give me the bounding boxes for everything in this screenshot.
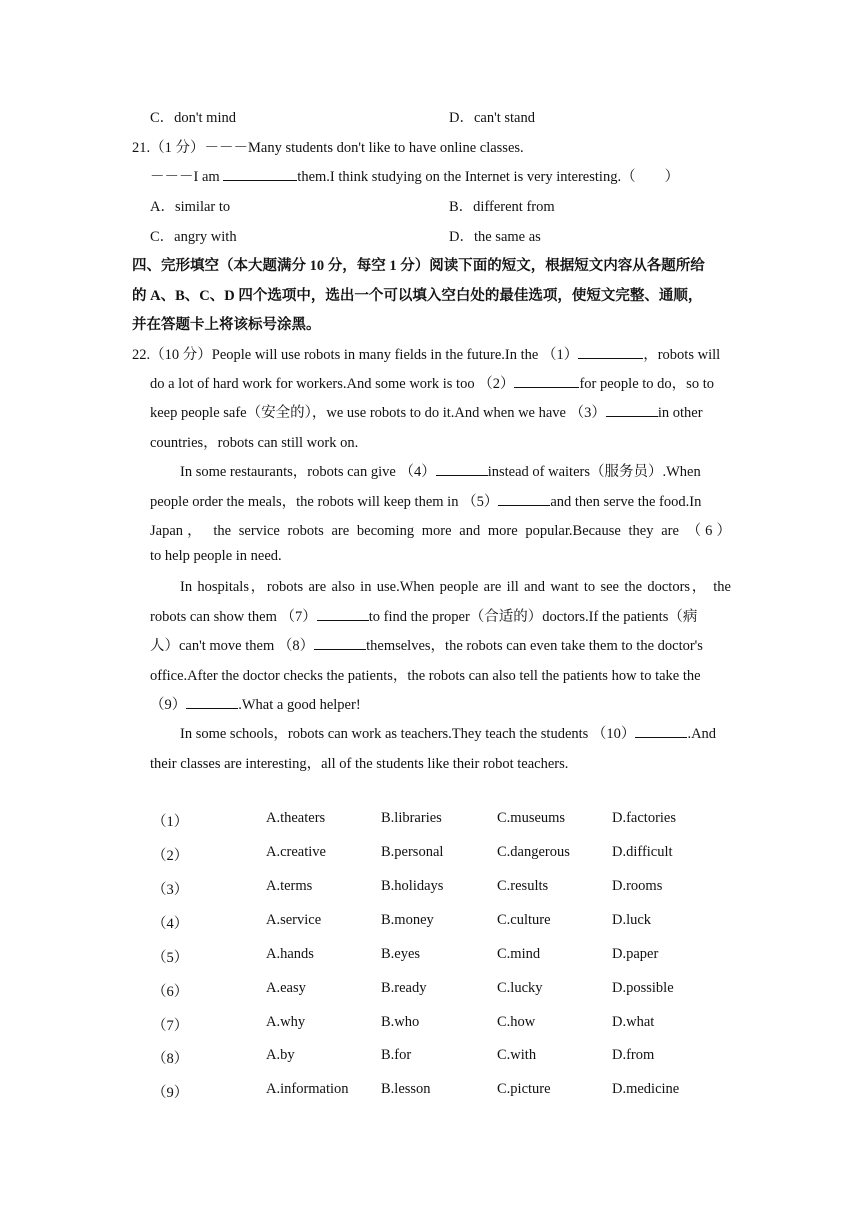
option-a: A.theaters: [266, 810, 326, 826]
q22-p1-line2: [150, 372, 714, 393]
q22-text: instead of waiters（服务员）.When: [487, 464, 701, 480]
section4-heading-line3: 并在答题卡上将该标号涂黑。: [132, 317, 321, 333]
row-number: （8）: [152, 1051, 189, 1067]
q21-question: 21.（1 分）－－－Many students don't like to have online classes.: [132, 140, 524, 156]
option-b: B.lesson: [381, 1081, 431, 1097]
option-a: A.by: [266, 1047, 295, 1063]
q21-option-c: C．angry with: [150, 229, 237, 245]
options-table-row: [150, 1047, 750, 1067]
q22-text: ，robots will: [643, 347, 721, 363]
option-b: B.holidays: [381, 878, 444, 894]
option-d: D.rooms: [612, 878, 663, 894]
option-b: B.ready: [381, 980, 427, 996]
q21-option-a: A．similar to: [150, 199, 231, 215]
q20-option-d: D．can't stand: [449, 110, 535, 126]
q22-p2-line3: Japan， the service robots are becoming more and more popular.Because they are （6）: [150, 523, 731, 539]
option-d: D.what: [612, 1014, 655, 1030]
q22-text: 22.（10 分）People will use robots in many fields in the future.In the （1）: [132, 347, 579, 363]
blank-3: [606, 402, 658, 417]
options-table-row: [150, 878, 750, 898]
blank-2: [514, 373, 579, 388]
blank-8: [314, 635, 366, 650]
q22-text: in other: [657, 405, 703, 421]
options-table-row: [150, 1014, 750, 1034]
blank-5: [498, 491, 550, 506]
option-b: B.personal: [381, 844, 444, 860]
option-a: A.service: [266, 912, 322, 928]
option-c: C.lucky: [497, 980, 543, 996]
q22-text: .And: [687, 726, 717, 742]
q22-text: for people to do，so to: [579, 376, 714, 392]
q22-text: robots can show them （7）: [150, 609, 317, 625]
row-number: （5）: [152, 950, 189, 966]
option-b: B.for: [381, 1047, 412, 1063]
row-number: （6）: [152, 984, 189, 1000]
option-b: B.money: [381, 912, 434, 928]
options-table-row: [150, 1081, 750, 1101]
row-number: （1）: [152, 814, 189, 830]
q22-p4-line1: [180, 722, 716, 743]
q22-p1-line3: [150, 401, 703, 422]
q21-reply-part2: them.I think studying on the Internet is very interesting.（ ）: [297, 169, 680, 185]
option-b: B.libraries: [381, 810, 442, 826]
q22-p3-line1: In hospitals，robots are also in use.When people are ill and want to see the doctors， the: [180, 579, 731, 595]
blank-9: [186, 694, 238, 709]
q22-text: .What a good helper!: [238, 697, 361, 713]
option-d: D.medicine: [612, 1081, 680, 1097]
options-table-row: [150, 810, 750, 830]
option-c: C.how: [497, 1014, 536, 1030]
row-number: （4）: [152, 916, 189, 932]
option-a: A.hands: [266, 946, 314, 962]
option-d: D.from: [612, 1047, 655, 1063]
option-c: C.mind: [497, 946, 541, 962]
q22-text: and then serve the food.In: [550, 494, 702, 510]
section4-heading-line2: 的 A、B、C、D 四个选项中，选出一个可以填入空白处的最佳选项，使短文完整、通顺，: [132, 288, 703, 304]
q21-blank: [223, 166, 297, 181]
blank-1: [578, 344, 643, 359]
option-b: B.who: [381, 1014, 420, 1030]
row-number: （9）: [152, 1085, 189, 1101]
option-d: D.factories: [612, 810, 677, 826]
q22-p3-line2: [150, 605, 697, 626]
q22-p3-line5: [150, 693, 361, 714]
q22-p1-line1: [132, 343, 720, 364]
q22-text: （9）: [150, 697, 187, 713]
option-c: C.dangerous: [497, 844, 570, 860]
option-c: C.picture: [497, 1081, 551, 1097]
option-a: A.terms: [266, 878, 313, 894]
blank-4: [436, 461, 488, 476]
row-number: （3）: [152, 882, 189, 898]
options-table-row: [150, 844, 750, 864]
q22-text: do a lot of hard work for workers.And some work is too （2）: [150, 376, 515, 392]
q22-p3-line4: office.After the doctor checks the patients，the robots can also tell the patients how to take the: [150, 668, 701, 684]
option-c: C.culture: [497, 912, 551, 928]
option-a: A.easy: [266, 980, 306, 996]
option-a: A.why: [266, 1014, 306, 1030]
option-c: C.with: [497, 1047, 537, 1063]
option-c: C.results: [497, 878, 549, 894]
options-table-row: [150, 912, 750, 932]
blank-7: [317, 606, 369, 621]
option-a: A.creative: [266, 844, 326, 860]
option-a: A.information: [266, 1081, 349, 1097]
option-c: C.museums: [497, 810, 566, 826]
q22-p1-line4: countries，robots can still work on.: [150, 435, 359, 451]
section4-heading-line1: 四、完形填空（本大题满分 10 分，每空 1 分）阅读下面的短文，根据短文内容从各题所给: [132, 258, 705, 274]
q22-p2-line1: [180, 460, 701, 481]
q22-text: 人）can't move them （8）: [150, 638, 315, 654]
q21-option-d: D．the same as: [449, 229, 541, 245]
blank-10: [635, 723, 687, 738]
q22-p4-line2: their classes are interesting，all of the students like their robot teachers.: [150, 756, 569, 772]
q21-reply-part1: －－－I am: [150, 169, 224, 185]
q22-text: keep people safe（安全的），we use robots to do it.And when we have （3）: [150, 405, 606, 421]
q22-p2-line2: [150, 490, 701, 511]
row-number: （7）: [152, 1018, 189, 1034]
option-d: D.possible: [612, 980, 674, 996]
option-d: D.difficult: [612, 844, 673, 860]
q21-option-b: B．different from: [449, 199, 555, 215]
option-b: B.eyes: [381, 946, 421, 962]
q21-reply: [150, 165, 679, 186]
options-table-row: [150, 946, 750, 966]
q22-text: people order the meals，the robots will keep them in （5）: [150, 494, 499, 510]
row-number: （2）: [152, 848, 189, 864]
option-d: D.luck: [612, 912, 652, 928]
q22-text: themselves，the robots can even take them to the doctor's: [366, 638, 703, 654]
q20-option-c: C．don't mind: [150, 110, 236, 126]
q22-text: In some restaurants，robots can give （4）: [180, 464, 436, 480]
q22-p2-line4: to help people in need.: [150, 548, 282, 564]
q22-text: to find the proper（合适的）doctors.If the patients（病: [368, 609, 698, 625]
q22-p3-line3: [150, 634, 703, 655]
options-table-row: [150, 980, 750, 1000]
q22-text: In some schools，robots can work as teachers.They teach the students （10）: [180, 726, 636, 742]
option-d: D.paper: [612, 946, 659, 962]
